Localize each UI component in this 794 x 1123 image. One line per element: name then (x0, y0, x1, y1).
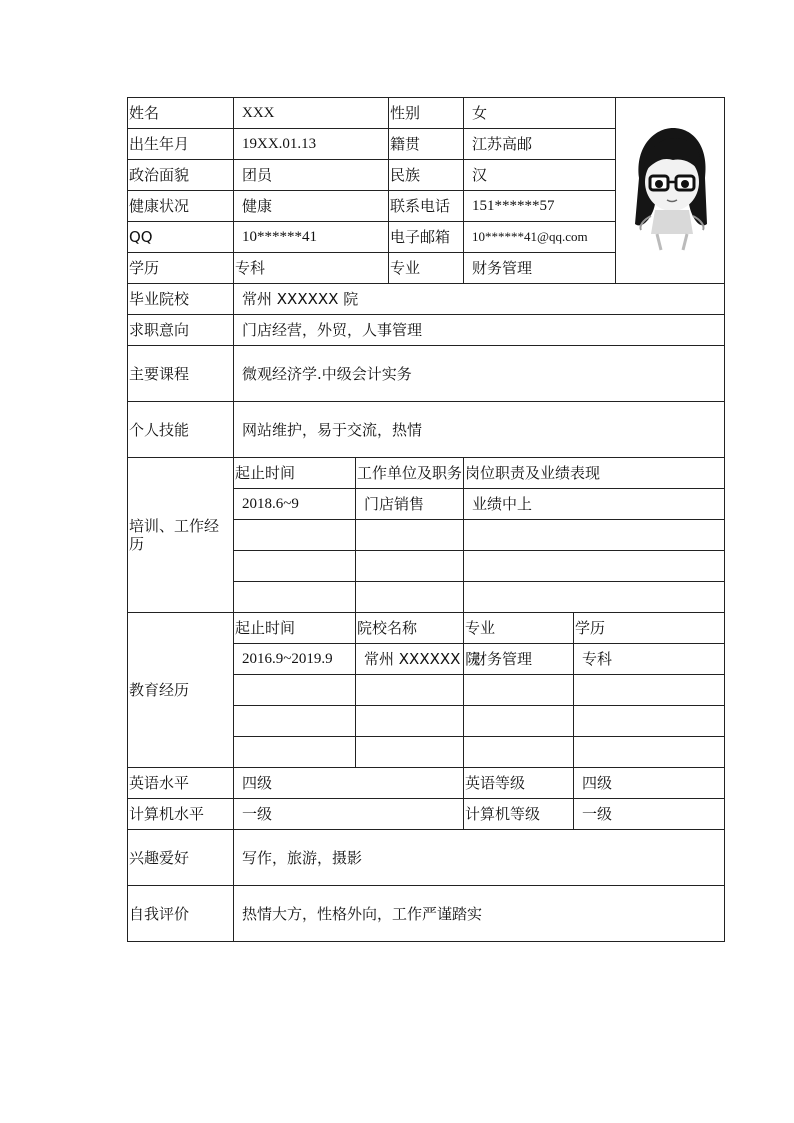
birth-value: 19XX.01.13 (234, 129, 389, 160)
edu-cell (574, 675, 725, 706)
edu-cell (234, 675, 356, 706)
intent-value: 门店经营，外贸，人事管理 (234, 315, 725, 346)
edu-cell: 2016.9~2019.9 (234, 644, 356, 675)
work-header-period: 起止时间 (234, 458, 356, 489)
work-cell (464, 582, 725, 613)
english-grade-value: 四级 (574, 768, 725, 799)
self-evaluation-value: 热情大方，性格外向，工作严谨踏实 (234, 886, 725, 942)
political-label: 政治面貌 (128, 160, 234, 191)
computer-value: 一级 (234, 799, 464, 830)
work-header-employer: 工作单位及职务 (356, 458, 464, 489)
edu-cell (464, 737, 574, 768)
work-header-duties: 岗位职责及业绩表现 (464, 458, 725, 489)
name-label: 姓名 (128, 98, 234, 129)
work-cell (234, 582, 356, 613)
computer-grade-label: 计算机等级 (464, 799, 574, 830)
qq-label: QQ (128, 222, 234, 253)
edu-cell (464, 675, 574, 706)
name-value: XXX (234, 98, 389, 129)
ethnicity-value: 汉 (464, 160, 616, 191)
work-cell (464, 551, 725, 582)
hobby-value: 写作，旅游，摄影 (234, 830, 725, 886)
courses-label: 主要课程 (128, 346, 234, 402)
work-cell (234, 551, 356, 582)
edu-cell (574, 706, 725, 737)
photo-cell (616, 98, 725, 284)
health-label: 健康状况 (128, 191, 234, 222)
edu-cell: 财务管理 (464, 644, 574, 675)
gender-label: 性别 (389, 98, 464, 129)
health-value: 健康 (234, 191, 389, 222)
qq-value: 10******41 (234, 222, 389, 253)
computer-label: 计算机水平 (128, 799, 234, 830)
work-cell (356, 551, 464, 582)
courses-value: 微观经济学.中级会计实务 (234, 346, 725, 402)
work-cell: 2018.6~9 (234, 489, 356, 520)
computer-grade-value: 一级 (574, 799, 725, 830)
skills-label: 个人技能 (128, 402, 234, 458)
work-cell (464, 520, 725, 551)
phone-value: 151******57 (464, 191, 616, 222)
edu-header-school: 院校名称 (356, 613, 464, 644)
edu-cell (234, 737, 356, 768)
avatar-photo (621, 116, 721, 266)
resume-table (127, 97, 725, 942)
work-cell (234, 520, 356, 551)
edu-cell (356, 675, 464, 706)
edu-cell (356, 737, 464, 768)
work-cell (356, 582, 464, 613)
edu-header-period: 起止时间 (234, 613, 356, 644)
origin-value: 江苏高邮 (464, 129, 616, 160)
school-label: 毕业院校 (128, 284, 234, 315)
hobby-label: 兴趣爱好 (128, 830, 234, 886)
english-value: 四级 (234, 768, 464, 799)
english-grade-label: 英语等级 (464, 768, 574, 799)
english-label: 英语水平 (128, 768, 234, 799)
work-cell: 业绩中上 (464, 489, 725, 520)
work-cell: 门店销售 (356, 489, 464, 520)
edu-header-degree: 学历 (574, 613, 725, 644)
email-label: 电子邮箱 (389, 222, 464, 253)
major-value: 财务管理 (464, 253, 616, 284)
skills-value: 网站维护，易于交流，热情 (234, 402, 725, 458)
edu-cell: 常州 XXXXXX 院 (356, 644, 464, 675)
political-value: 团员 (234, 160, 389, 191)
degree-label: 学历 (128, 253, 234, 284)
edu-cell (234, 706, 356, 737)
birth-label: 出生年月 (128, 129, 234, 160)
ethnicity-label: 民族 (389, 160, 464, 191)
intent-label: 求职意向 (128, 315, 234, 346)
major-label: 专业 (389, 253, 464, 284)
work-label: 培训、工作经历 (128, 458, 234, 613)
degree-value: 专科 (234, 253, 389, 284)
gender-value: 女 (464, 98, 616, 129)
school-value: 常州 XXXXXX 院 (234, 284, 725, 315)
phone-label: 联系电话 (389, 191, 464, 222)
edu-header-major: 专业 (464, 613, 574, 644)
self-evaluation-label: 自我评价 (128, 886, 234, 942)
email-value: 10******41@qq.com (464, 222, 616, 253)
education-label: 教育经历 (128, 613, 234, 768)
work-cell (356, 520, 464, 551)
edu-cell: 专科 (574, 644, 725, 675)
origin-label: 籍贯 (389, 129, 464, 160)
edu-cell (464, 706, 574, 737)
edu-cell (574, 737, 725, 768)
edu-cell (356, 706, 464, 737)
